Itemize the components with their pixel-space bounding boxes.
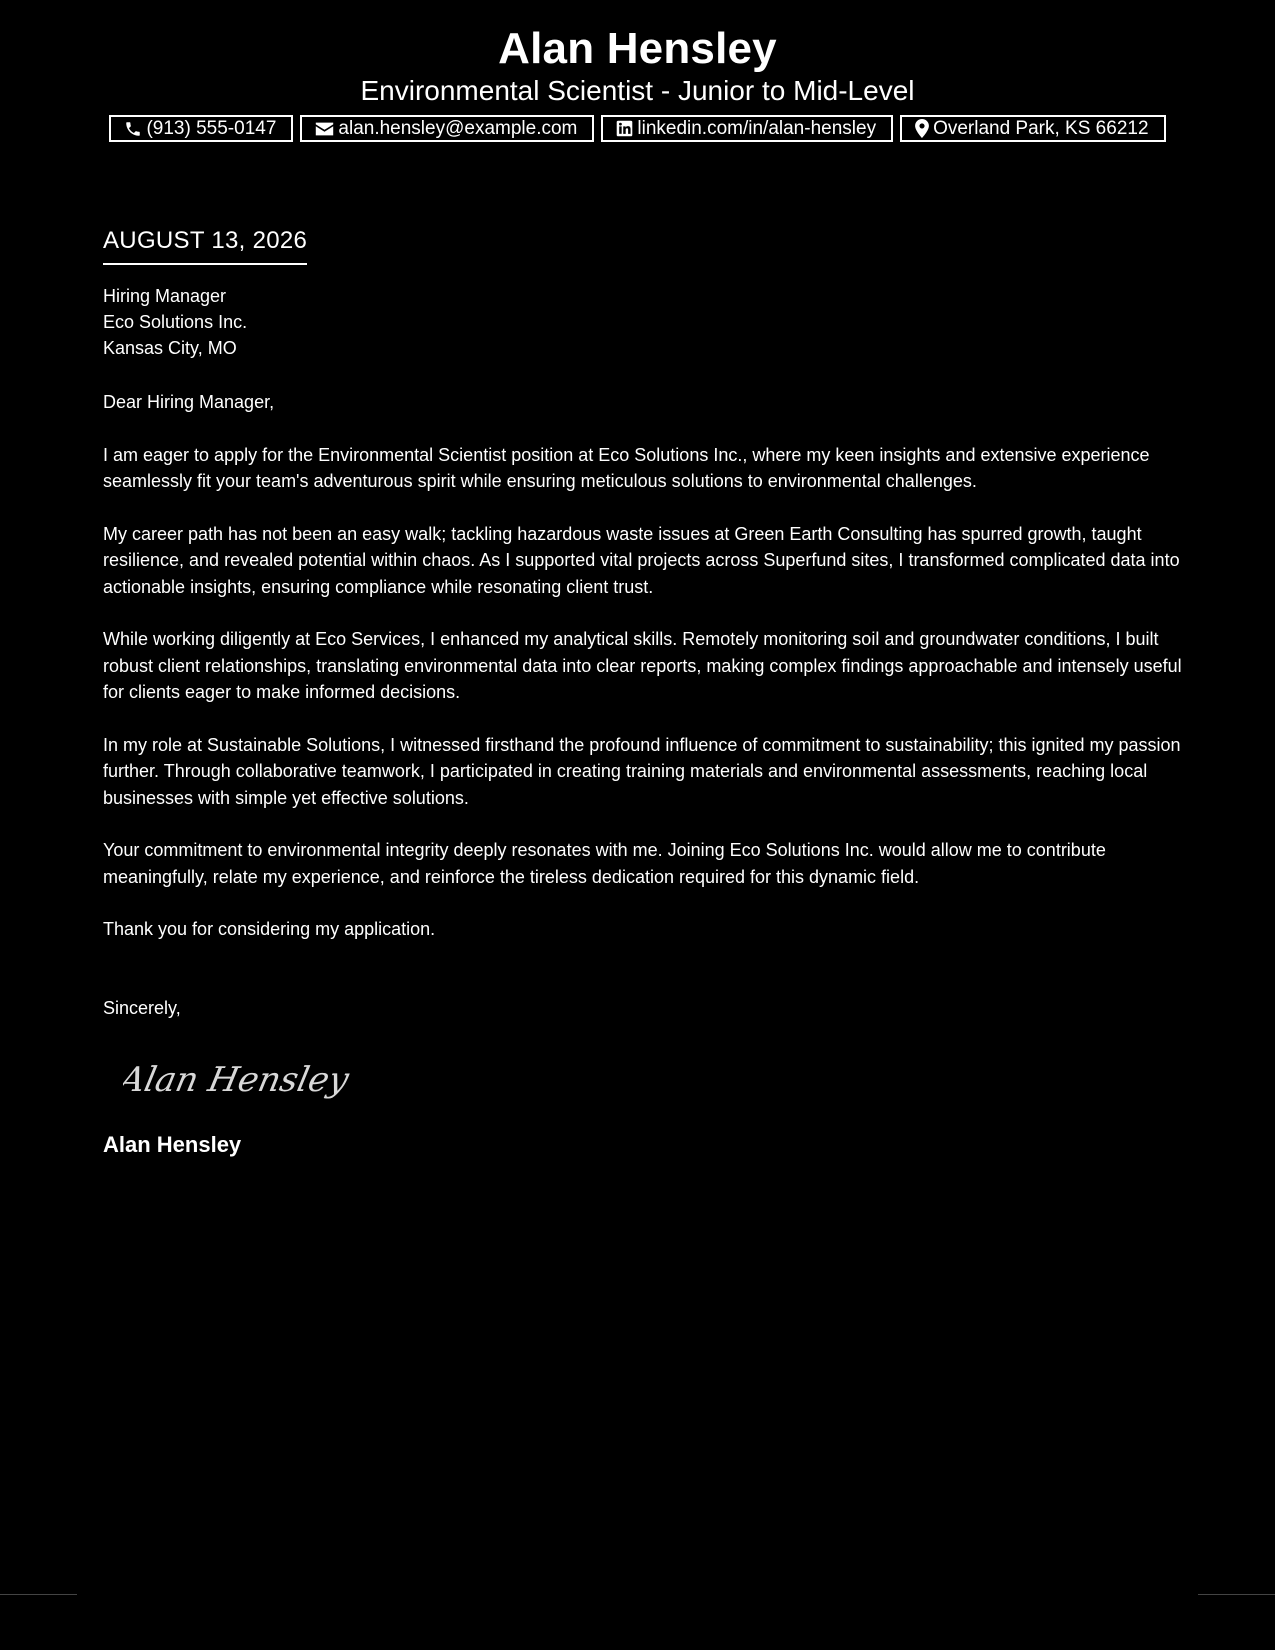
map-marker-icon bbox=[915, 119, 929, 138]
signer-name: Alan Hensley bbox=[103, 1132, 242, 1157]
applicant-name: Alan Hensley bbox=[498, 24, 777, 73]
recipient-block bbox=[103, 283, 1183, 361]
closing: Sincerely, bbox=[103, 997, 181, 1018]
contact-location-text: Overland Park, KS 66212 bbox=[933, 118, 1149, 139]
letter-body bbox=[103, 226, 1183, 1159]
contact-phone-text: (913) 555-0147 bbox=[146, 118, 277, 139]
contact-phone[interactable] bbox=[109, 115, 293, 142]
salutation: Dear Hiring Manager, bbox=[103, 392, 275, 412]
recipient-company: Eco Solutions Inc. bbox=[103, 312, 248, 332]
recipient-location: Kansas City, MO bbox=[103, 338, 237, 358]
letter-header bbox=[0, 22, 1275, 142]
body-paragraph: Your commitment to environmental integrity deeply resonates with me. Joining Eco Solutions Inc. would allow me to contribute meaningfully, relate my experience, and reinforce the tireless dedication required for this dynamic field. bbox=[103, 840, 1106, 887]
signature-text: Alan Hensley bbox=[123, 1060, 353, 1100]
envelope-icon bbox=[315, 121, 334, 137]
body-paragraph: Thank you for considering my application. bbox=[103, 919, 436, 939]
body-paragraph: My career path has not been an easy walk; tackling hazardous waste issues at Green Earth Consulting has spurred growth, taught resilience, and revealed potential within chaos. As I supported vital projects across Superfund sites, I transformed complicated data into actionable insights, ensuring compliance while resonating client trust. bbox=[103, 523, 1180, 597]
body-paragraph: In my role at Sustainable Solutions, I witnessed firsthand the profound influence of commitment to sustainability; this ignited my passion further. Through collaborative teamwork, I participated in creating training materials and environmental assessments, reaching local businesses with simple yet effective solutions. bbox=[103, 734, 1181, 808]
contact-email-text: alan.hensley@example.com bbox=[338, 118, 578, 139]
handwritten-signature bbox=[123, 1049, 1183, 1109]
contact-email[interactable] bbox=[300, 115, 594, 142]
phone-icon bbox=[124, 120, 142, 138]
contact-bar bbox=[0, 115, 1275, 142]
contact-linkedin-text: linkedin.com/in/alan-hensley bbox=[637, 118, 877, 139]
body-paragraph: I am eager to apply for the Environmental Scientist position at Eco Solutions Inc., where my keen insights and extensive experience seamlessly fit your team's adventurous spirit while ensuring meticulous solutions to environmental challenges. bbox=[103, 444, 1150, 491]
contact-linkedin[interactable] bbox=[601, 115, 893, 142]
linkedin-icon bbox=[616, 120, 633, 137]
footer-rule-left bbox=[0, 1594, 77, 1595]
footer-rule-right bbox=[1198, 1594, 1275, 1595]
signature-image bbox=[123, 1049, 363, 1109]
body-paragraph: While working diligently at Eco Services, I enhanced my analytical skills. Remotely monitoring soil and groundwater conditions, I built robust client relationships, translating environmental data into clear reports, making complex findings approachable and intensely useful for clients eager to make informed decisions. bbox=[103, 629, 1182, 702]
applicant-title: Environmental Scientist - Junior to Mid-Level bbox=[360, 75, 915, 106]
recipient-line: Hiring Manager bbox=[103, 286, 227, 306]
letter-date: AUGUST 13, 2026 bbox=[103, 226, 307, 265]
contact-location[interactable] bbox=[900, 115, 1165, 142]
